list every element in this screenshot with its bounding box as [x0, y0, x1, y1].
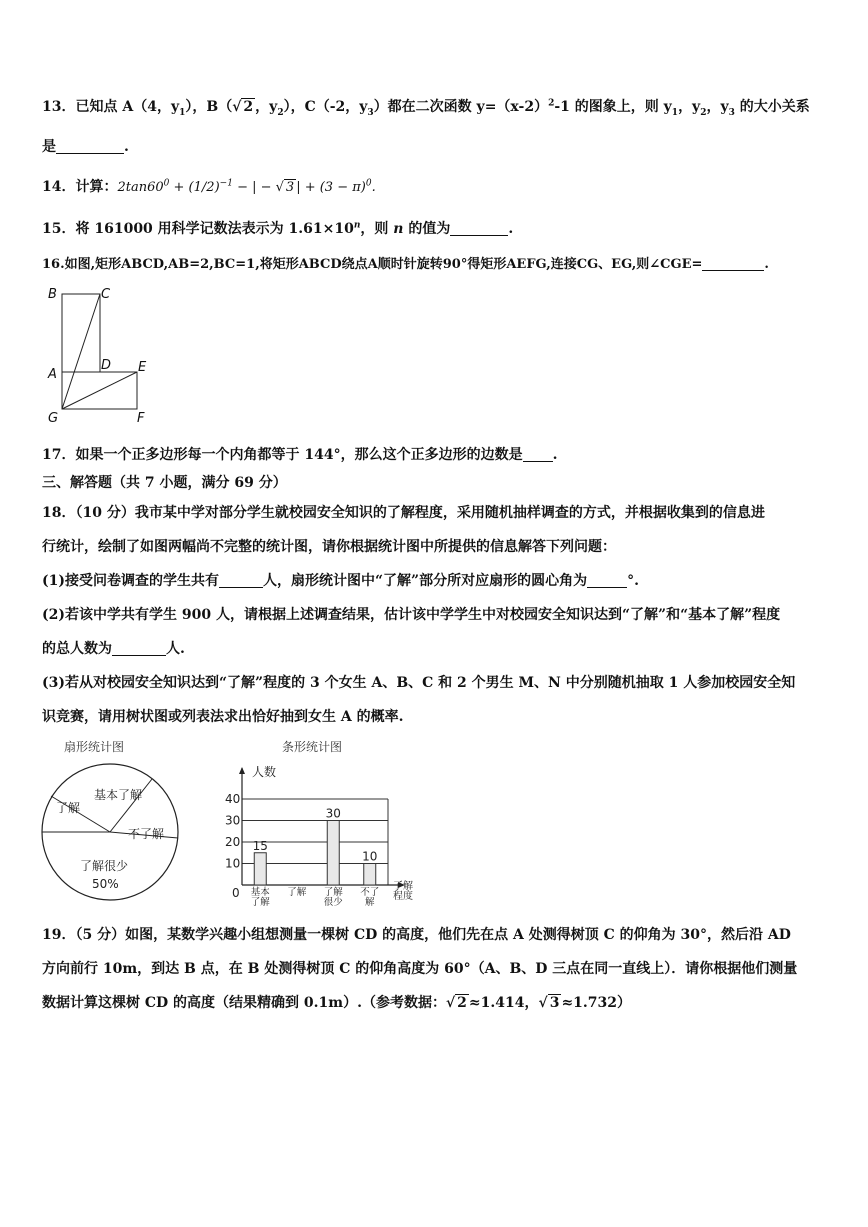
label-g: G: [48, 411, 59, 426]
pie-divider-upper-right: [110, 779, 152, 832]
label-b: B: [48, 287, 57, 302]
rect-abcd: [62, 294, 100, 372]
bar-chart-xlabel-1: 了解: [393, 881, 413, 892]
bar-chart-yticks: [225, 792, 240, 900]
label-d: D: [101, 358, 112, 373]
label-a: A: [48, 367, 57, 382]
rectangle-figure: [40, 282, 160, 427]
question-18-part1: (1)接受问卷调查的学生共有 人，扇形统计图中“了解”部分所对应扇形的圆心角为 °.: [42, 573, 639, 589]
y-tick-label: 10: [225, 856, 241, 871]
answer-blank: [702, 256, 764, 271]
pie-title: 扇形统计图: [64, 740, 125, 754]
x-tick-label: 不了: [360, 887, 380, 898]
bar-chart: [212, 734, 422, 906]
question-18-part2-line1: (2)若该中学共有学生 900 人，请根据上述调查结果，估计该中学学生中对校园安全知识达到“了解”和“基本了解”程度: [42, 607, 781, 623]
question-13-line2: 是 .: [42, 139, 129, 155]
x-tick-label: 解: [364, 897, 375, 906]
y-tick-label: 40: [225, 792, 241, 806]
question-15: 15．将 161000 用科学记数法表示为 $1.61\times 10^n$，则 n 的值为 .: [42, 220, 514, 237]
label-c: C: [101, 287, 111, 302]
pie-label-little: 了解很少: [80, 859, 129, 873]
y-axis-arrow: [239, 767, 245, 774]
label-f: F: [137, 411, 145, 426]
bar-value-label: 10: [362, 849, 378, 864]
x-tick-label: 了解: [250, 897, 270, 906]
segment-cg: [62, 294, 100, 409]
question-16: 16.如图,矩形ABCD,AB=2,BC=1,将矩形ABCD绕点A顺时针旋转90°得矩形AEFG,连接CG、EG,则∠CGE= .: [42, 257, 769, 272]
question-18-part3-line2: 识竞赛，请用树状图或列表法求出恰好抽到女生 A 的概率.: [42, 709, 404, 725]
x-tick-label: 很少: [323, 897, 343, 906]
pie-label-not-understand: 不了解: [128, 827, 165, 841]
bar-value-label: 30: [325, 806, 341, 821]
question-19-line2: 方向前行 10m，到达 B 点，在 B 处测得树顶 C 的仰角高度为 60°（A、B、D 三点在同一直线上）．请你根据他们测量: [42, 961, 798, 977]
question-13-line1: 13．已知点 A（4，$y_1$），B（√ 2 ，$y_2$），C（-2，$y_3$）都在二次函数 $y=(x-2)^2-1$ 的图象上，则 $y_1$，$y_2$，$y_3$ 的大小关系: [42, 98, 810, 118]
y-tick-label: 20: [225, 835, 241, 849]
y-tick-label: 0: [232, 886, 240, 900]
answer-blank: [56, 139, 124, 154]
bar-value-label: 15: [252, 838, 268, 853]
question-18-part2-line2: 的总人数为 人.: [42, 641, 185, 657]
y-tick-label: 30: [225, 813, 241, 828]
pie-chart: [36, 734, 196, 906]
bar-chart-title: 条形统计图: [282, 740, 343, 754]
bar-chart-xlabel-2: 程度: [393, 891, 413, 902]
x-tick-label: 了解: [287, 887, 307, 898]
question-17: 17．如果一个正多边形每一个内角都等于 144°，那么这个正多边形的边数是 .: [42, 447, 558, 463]
question-18-part3-line1: (3)若从对校园安全知识达到“了解”程度的 3 个女生 A、B、C 和 2 个男生 M、N 中分别随机抽取 1 人参加校园安全知: [42, 675, 796, 691]
answer-blank: [450, 221, 508, 236]
bar: [327, 821, 339, 886]
question-19-line1: 19．（5 分）如图，某数学兴趣小组想测量一棵树 CD 的高度，他们先在点 A 处测得树顶 C 的仰角为 30°，然后沿 AD: [42, 927, 791, 943]
x-tick-label: 了解: [323, 887, 343, 898]
answer-blank: [523, 447, 553, 462]
pie-label-understand: 了解: [56, 801, 81, 815]
answer-blank: [219, 573, 263, 588]
x-tick-label: 基本: [250, 887, 270, 898]
pie-label-basic: 基本了解: [94, 788, 143, 802]
answer-blank: [587, 573, 627, 588]
segment-eg: [62, 372, 137, 409]
pie-label-percent: 50%: [92, 877, 119, 891]
bar-chart-xticks: [251, 886, 380, 906]
bar: [364, 864, 376, 886]
question-18-line2: 行统计，绘制了如图两幅尚不完整的统计图，请你根据统计图中所提供的信息解答下列问题：: [42, 539, 616, 555]
section-heading: 三、解答题（共 7 小题，满分 69 分）: [42, 475, 287, 491]
bar-chart-ylabel: 人数: [252, 765, 277, 779]
question-18-line1: 18．（10 分）我市某中学对部分学生就校园安全知识的了解程度，采用随机抽样调查的方式，并根据收集到的信息进: [42, 505, 765, 521]
bar: [254, 853, 266, 885]
bar-chart-bars: [253, 807, 378, 886]
label-e: E: [138, 360, 147, 375]
q14-expression: $2\tan 60^0 + (1/2)^{-1}$ − | − √ 3 | + $(3 - \pi)^0$.: [117, 178, 376, 195]
answer-blank: [112, 641, 166, 656]
question-14: 14．计算：$2\tan 60^0 + (1/2)^{-1}$ − | − √ 3 | + $(3 - \pi)^0$.: [42, 178, 376, 195]
question-19-line3: 数据计算这棵树 CD 的高度（结果精确到 0.1m）.（参考数据：√ 2 ≈1.414，√ 3 ≈1.732）: [42, 995, 632, 1011]
